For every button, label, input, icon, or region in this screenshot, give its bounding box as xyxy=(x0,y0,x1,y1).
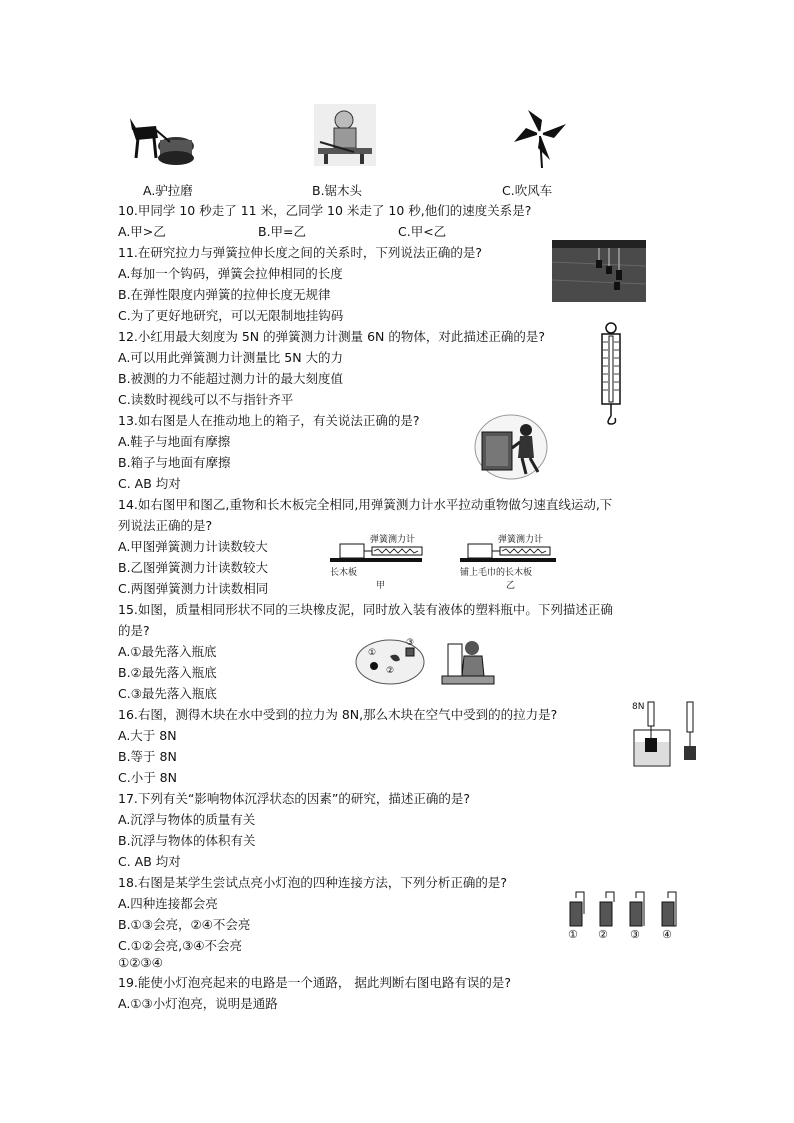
q17-option-b: B.沉浮与物体的体积有关 xyxy=(118,833,256,848)
q14-option-a: A.甲图弹簧测力计读数较大 xyxy=(118,539,268,554)
clay-label-3: ③ xyxy=(406,638,415,648)
q11-option-a: A.每加一个钩码，弹簧会拉伸相同的长度 xyxy=(118,266,343,281)
q18-option-c: C.①②会亮,③④不会亮 xyxy=(118,938,242,953)
q9-caption-b: B.锯木头 xyxy=(312,183,363,198)
q17-option-a: A.沉浮与物体的质量有关 xyxy=(118,812,256,827)
q18-option-a: A.四种连接都会亮 xyxy=(118,896,218,911)
pinwheel-image xyxy=(510,106,570,168)
q14-option-b: B.乙图弹簧测力计读数较大 xyxy=(118,560,269,575)
q18-option-b: B.①③会亮，②④不会亮 xyxy=(118,917,251,932)
buoyancy-scale-figure xyxy=(630,700,702,770)
q16-option-a: A.大于 8N xyxy=(118,728,177,743)
q13-option-b: B.箱子与地面有摩擦 xyxy=(118,455,231,470)
q11-option-b: B.在弹性限度内弹簧的拉伸长度无规律 xyxy=(118,287,331,302)
spring-scale-image xyxy=(594,322,628,426)
q14-question-line1: 14.如右图甲和图乙,重物和长木板完全相同,用弹簧测力计水平拉动重物做匀速直线运动,下 xyxy=(118,497,613,512)
q15-option-c: C.③最先落入瓶底 xyxy=(118,686,217,701)
q18-question: 18.右图是某学生尝试点亮小灯泡的四种连接方法，下列分析正确的是? xyxy=(118,875,508,890)
q18-extra-line: ①②③④ xyxy=(118,955,163,970)
left-figure-label: 甲 xyxy=(376,581,386,591)
right-meter-label: 弹簧测力计 xyxy=(498,535,544,545)
bulb-label-2: ② xyxy=(598,928,608,941)
bulb-label-3: ③ xyxy=(630,928,640,941)
q12-option-a: A.可以用此弹簧测力计测量比 5N 大的力 xyxy=(118,350,344,365)
q11-question: 11.在研究拉力与弹簧拉伸长度之间的关系时，下列说法正确的是? xyxy=(118,245,483,260)
q10-option-b: B.甲=乙 xyxy=(258,224,307,239)
q14-option-c: C.两图弹簧测力计读数相同 xyxy=(118,581,269,596)
q19-option-a: A.①③小灯泡亮，说明是通路 xyxy=(118,996,278,1011)
scale-reading-label: 8N xyxy=(632,702,645,712)
bulb-connections-figure xyxy=(562,884,686,944)
q12-question: 12.小红用最大刻度为 5N 的弹簧测力计测量 6N 的物体，对此描述正确的是? xyxy=(118,329,546,344)
q15-question-line2: 的是? xyxy=(118,623,150,638)
donkey-mill-image xyxy=(126,108,200,170)
clay-label-2: ② xyxy=(386,666,395,676)
q11-option-c: C.为了更好地研究，可以无限制地挂钩码 xyxy=(118,308,344,323)
q15-option-b: B.②最先落入瓶底 xyxy=(118,665,217,680)
q12-option-c: C.读数时视线可以不与指针齐平 xyxy=(118,392,294,407)
pushing-box-image xyxy=(474,414,548,480)
clay-label-1: ① xyxy=(368,648,377,658)
q9-caption-c: C.吹风车 xyxy=(502,183,553,198)
q16-option-b: B.等于 8N xyxy=(118,749,177,764)
q13-option-a: A.鞋子与地面有摩擦 xyxy=(118,434,231,449)
q10-option-a: A.甲>乙 xyxy=(118,224,166,239)
q17-question: 17.下列有关“影响物体沉浮状态的因素”的研究，描述正确的是? xyxy=(118,791,470,806)
right-board-label: 铺上毛巾的长木板 xyxy=(460,568,533,578)
friction-experiment-figure xyxy=(326,532,572,590)
bulb-label-4: ④ xyxy=(662,928,672,941)
bulb-label-1: ① xyxy=(568,928,578,941)
clay-shapes-figure xyxy=(354,634,500,688)
q10-question: 10.甲同学 10 秒走了 11 米，乙同学 10 米走了 10 秒,他们的速度关系是? xyxy=(118,203,532,218)
q10-option-c: C.甲<乙 xyxy=(398,224,447,239)
q13-option-c: C. AB 均对 xyxy=(118,476,181,491)
left-board-label: 长木板 xyxy=(330,568,358,578)
left-meter-label: 弹簧测力计 xyxy=(370,535,416,545)
q13-question: 13.如右图是人在推动地上的箱子，有关说法正确的是? xyxy=(118,413,420,428)
q15-question-line1: 15.如图，质量相同形状不同的三块橡皮泥，同时放入装有液体的塑料瓶中。下列描述正确 xyxy=(118,602,613,617)
q16-option-c: C.小于 8N xyxy=(118,770,177,785)
spring-experiment-photo xyxy=(552,240,646,302)
q19-question: 19.能使小灯泡亮起来的电路是一个通路， 据此判断右图电路有误的是? xyxy=(118,975,511,990)
q14-question-line2: 列说法正确的是? xyxy=(118,518,213,533)
q9-caption-a: A.驴拉磨 xyxy=(143,183,193,198)
sawing-wood-image xyxy=(314,104,376,166)
q15-option-a: A.①最先落入瓶底 xyxy=(118,644,217,659)
q16-question: 16.右图，测得木块在水中受到的拉力为 8N,那么木块在空气中受到的的拉力是? xyxy=(118,707,558,722)
q12-option-b: B.被测的力不能超过测力计的最大刻度值 xyxy=(118,371,344,386)
q17-option-c: C. AB 均对 xyxy=(118,854,181,869)
right-figure-label: 乙 xyxy=(506,581,516,591)
